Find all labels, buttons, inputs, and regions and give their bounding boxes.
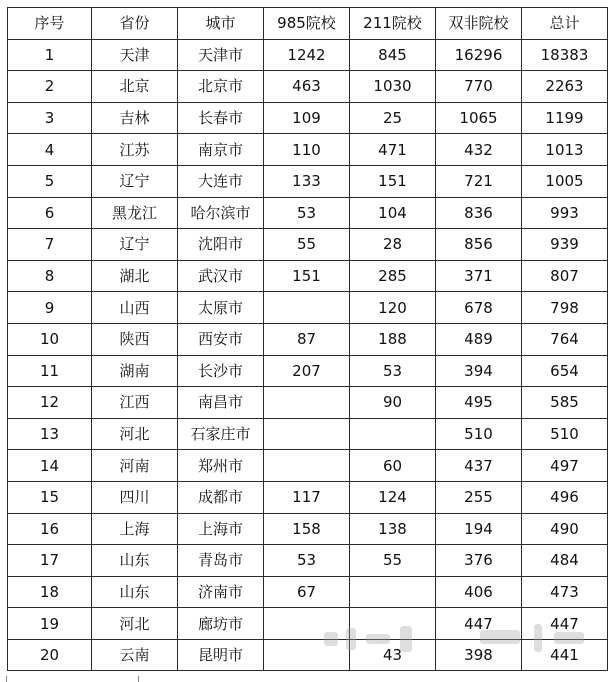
- cell-non-double: 495: [436, 387, 522, 419]
- cell-985: [264, 608, 350, 640]
- cell-211: 138: [350, 513, 436, 545]
- cell-index: 7: [8, 229, 92, 261]
- cell-985: 463: [264, 71, 350, 103]
- cell-total: 2263: [522, 71, 608, 103]
- cell-non-double: 406: [436, 576, 522, 608]
- cell-985: 87: [264, 323, 350, 355]
- cell-province: 河北: [92, 418, 178, 450]
- table-row: [8, 39, 608, 71]
- table-row: [8, 481, 608, 513]
- cell-index: 12: [8, 387, 92, 419]
- cell-index: 14: [8, 450, 92, 482]
- cell-index: 11: [8, 355, 92, 387]
- cell-city: 南京市: [178, 134, 264, 166]
- cell-total: 764: [522, 323, 608, 355]
- cell-211: [350, 576, 436, 608]
- cell-index: 20: [8, 639, 92, 671]
- cell-985: [264, 418, 350, 450]
- cell-index: 17: [8, 545, 92, 577]
- cell-non-double: 447: [436, 608, 522, 640]
- cell-985: 109: [264, 102, 350, 134]
- cell-city: 武汉市: [178, 260, 264, 292]
- cell-index: 6: [8, 197, 92, 229]
- cell-province: 江西: [92, 387, 178, 419]
- cell-211: [350, 418, 436, 450]
- cell-total: 585: [522, 387, 608, 419]
- table-row: [8, 71, 608, 103]
- cell-province: 辽宁: [92, 165, 178, 197]
- cell-985: 151: [264, 260, 350, 292]
- cell-non-double: 510: [436, 418, 522, 450]
- cell-total: 473: [522, 576, 608, 608]
- table-row: [8, 165, 608, 197]
- cell-non-double: 16296: [436, 39, 522, 71]
- cell-211: 845: [350, 39, 436, 71]
- cell-non-double: 394: [436, 355, 522, 387]
- cell-province: 辽宁: [92, 229, 178, 261]
- corner-mark-left: [6, 676, 7, 682]
- cell-total: 654: [522, 355, 608, 387]
- cell-985: [264, 292, 350, 324]
- table-row: [8, 608, 608, 640]
- cell-province: 黑龙江: [92, 197, 178, 229]
- cell-985: [264, 639, 350, 671]
- table-row: [8, 292, 608, 324]
- cell-province: 天津: [92, 39, 178, 71]
- cell-index: 3: [8, 102, 92, 134]
- cell-index: 1: [8, 39, 92, 71]
- cell-211: 104: [350, 197, 436, 229]
- cell-index: 18: [8, 576, 92, 608]
- cell-total: 1013: [522, 134, 608, 166]
- cell-index: 8: [8, 260, 92, 292]
- cell-province: 河南: [92, 450, 178, 482]
- cell-city: 沈阳市: [178, 229, 264, 261]
- cell-index: 4: [8, 134, 92, 166]
- cell-province: 江苏: [92, 134, 178, 166]
- table-row: [8, 197, 608, 229]
- cell-province: 山东: [92, 545, 178, 577]
- table-row: [8, 102, 608, 134]
- cell-non-double: 194: [436, 513, 522, 545]
- cell-index: 16: [8, 513, 92, 545]
- cell-211: 188: [350, 323, 436, 355]
- corner-mark-middle: [138, 676, 139, 682]
- cell-city: 北京市: [178, 71, 264, 103]
- cell-city: 济南市: [178, 576, 264, 608]
- cell-total: 496: [522, 481, 608, 513]
- cell-985: [264, 450, 350, 482]
- cell-211: 285: [350, 260, 436, 292]
- cell-non-double: 376: [436, 545, 522, 577]
- table-row: [8, 576, 608, 608]
- cell-index: 2: [8, 71, 92, 103]
- cell-985: [264, 387, 350, 419]
- cell-city: 大连市: [178, 165, 264, 197]
- cell-province: 山东: [92, 576, 178, 608]
- header-cell-province: 省份: [92, 8, 178, 40]
- cell-non-double: 678: [436, 292, 522, 324]
- cell-211: 151: [350, 165, 436, 197]
- cell-non-double: 1065: [436, 102, 522, 134]
- table-row: [8, 355, 608, 387]
- cell-province: 湖北: [92, 260, 178, 292]
- cell-211: 28: [350, 229, 436, 261]
- table-row: [8, 134, 608, 166]
- cell-985: 133: [264, 165, 350, 197]
- cell-province: 吉林: [92, 102, 178, 134]
- cell-province: 山西: [92, 292, 178, 324]
- data-table: [7, 7, 608, 671]
- header-cell-total: 总计: [522, 8, 608, 40]
- cell-index: 5: [8, 165, 92, 197]
- cell-211: [350, 608, 436, 640]
- cell-total: 1199: [522, 102, 608, 134]
- cell-index: 9: [8, 292, 92, 324]
- header-cell-211: 211院校: [350, 8, 436, 40]
- cell-province: 湖南: [92, 355, 178, 387]
- bottom-edge: [0, 676, 615, 682]
- cell-city: 南昌市: [178, 387, 264, 419]
- cell-index: 15: [8, 481, 92, 513]
- table-row: [8, 260, 608, 292]
- cell-985: 1242: [264, 39, 350, 71]
- header-row: [8, 8, 608, 40]
- cell-non-double: 721: [436, 165, 522, 197]
- cell-non-double: 398: [436, 639, 522, 671]
- cell-index: 13: [8, 418, 92, 450]
- cell-non-double: 856: [436, 229, 522, 261]
- cell-total: 447: [522, 608, 608, 640]
- table-row: [8, 418, 608, 450]
- cell-non-double: 437: [436, 450, 522, 482]
- cell-city: 哈尔滨市: [178, 197, 264, 229]
- cell-non-double: 432: [436, 134, 522, 166]
- cell-city: 长春市: [178, 102, 264, 134]
- cell-211: 43: [350, 639, 436, 671]
- cell-province: 河北: [92, 608, 178, 640]
- cell-985: 53: [264, 545, 350, 577]
- cell-total: 510: [522, 418, 608, 450]
- cell-province: 上海: [92, 513, 178, 545]
- cell-city: 成都市: [178, 481, 264, 513]
- cell-total: 939: [522, 229, 608, 261]
- cell-city: 太原市: [178, 292, 264, 324]
- cell-city: 上海市: [178, 513, 264, 545]
- cell-total: 490: [522, 513, 608, 545]
- cell-total: 1005: [522, 165, 608, 197]
- cell-non-double: 770: [436, 71, 522, 103]
- cell-index: 19: [8, 608, 92, 640]
- cell-total: 807: [522, 260, 608, 292]
- cell-211: 471: [350, 134, 436, 166]
- cell-province: 陕西: [92, 323, 178, 355]
- cell-city: 石家庄市: [178, 418, 264, 450]
- cell-985: 110: [264, 134, 350, 166]
- cell-province: 北京: [92, 71, 178, 103]
- cell-non-double: 836: [436, 197, 522, 229]
- cell-211: 53: [350, 355, 436, 387]
- cell-total: 441: [522, 639, 608, 671]
- cell-index: 10: [8, 323, 92, 355]
- cell-total: 798: [522, 292, 608, 324]
- header-cell-985: 985院校: [264, 8, 350, 40]
- table-row: [8, 229, 608, 261]
- cell-211: 55: [350, 545, 436, 577]
- cell-985: 158: [264, 513, 350, 545]
- table-body: [8, 39, 608, 671]
- cell-non-double: 371: [436, 260, 522, 292]
- header-cell-index: 序号: [8, 8, 92, 40]
- cell-985: 207: [264, 355, 350, 387]
- table-row: [8, 545, 608, 577]
- cell-province: 云南: [92, 639, 178, 671]
- cell-city: 青岛市: [178, 545, 264, 577]
- header-cell-city: 城市: [178, 8, 264, 40]
- cell-211: 90: [350, 387, 436, 419]
- table-row: [8, 513, 608, 545]
- cell-total: 993: [522, 197, 608, 229]
- cell-city: 廊坊市: [178, 608, 264, 640]
- cell-city: 郑州市: [178, 450, 264, 482]
- cell-city: 昆明市: [178, 639, 264, 671]
- cell-non-double: 489: [436, 323, 522, 355]
- cell-211: 124: [350, 481, 436, 513]
- cell-985: 67: [264, 576, 350, 608]
- cell-985: 55: [264, 229, 350, 261]
- cell-city: 长沙市: [178, 355, 264, 387]
- cell-non-double: 255: [436, 481, 522, 513]
- cell-city: 天津市: [178, 39, 264, 71]
- cell-211: 120: [350, 292, 436, 324]
- cell-city: 西安市: [178, 323, 264, 355]
- cell-total: 497: [522, 450, 608, 482]
- table-row: [8, 450, 608, 482]
- cell-total: 484: [522, 545, 608, 577]
- table-row: [8, 387, 608, 419]
- cell-985: 53: [264, 197, 350, 229]
- cell-province: 四川: [92, 481, 178, 513]
- cell-211: 60: [350, 450, 436, 482]
- header-cell-non-double: 双非院校: [436, 8, 522, 40]
- cell-total: 18383: [522, 39, 608, 71]
- cell-211: 25: [350, 102, 436, 134]
- table-row: [8, 639, 608, 671]
- cell-985: 117: [264, 481, 350, 513]
- cell-211: 1030: [350, 71, 436, 103]
- table-row: [8, 323, 608, 355]
